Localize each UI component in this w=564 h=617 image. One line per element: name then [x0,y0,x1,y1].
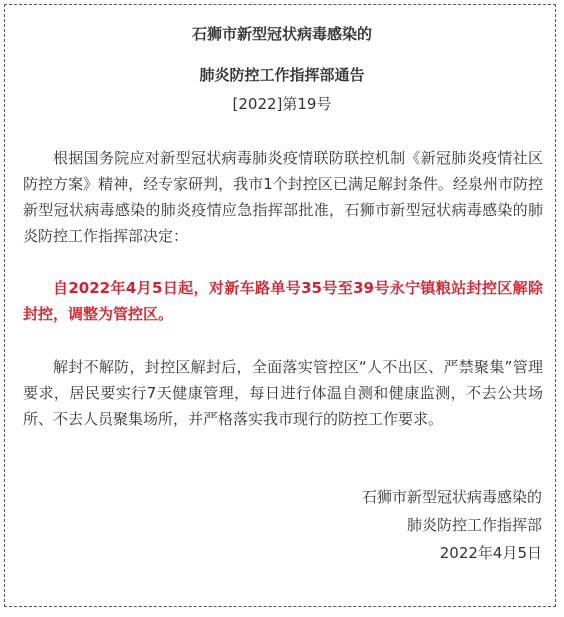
paragraph-basis: 根据国务院应对新型冠状病毒肺炎疫情联防联控机制《新冠肺炎疫情社区防控方案》精神，经专家研判，我市1个封控区已满足解封条件。经泉州市防控新型冠状病毒感染的肺炎疫情应急指挥部批准，石狮市新型冠状病毒感染的肺炎防控工作指挥部决定： [23,149,543,245]
document-number: [2022]第19号 [232,95,332,113]
signature-date: 2022年4月5日 [439,544,542,562]
notice-title-line2: 肺炎防控工作指挥部通告 [199,66,365,84]
paragraph-requirements: 解封不解防，封控区解封后，全面落实管控区“人不出区、严禁聚集”管理要求，居民要实行7天健康管理，每日进行体温自测和健康监测，不去公共场所、不去人员聚集场所，并严格落实我市现行的防控工作要求。 [23,358,543,428]
signature-line2: 肺炎防控工作指挥部 [406,516,542,534]
notice-title-line1: 石狮市新型冠状病毒感染的 [191,25,372,43]
signature-line1: 石狮市新型冠状病毒感染的 [361,488,542,506]
paragraph-decision-highlight: 自2022年4月5日起，对新车路单号35号至39号永宁镇粮站封控区解除封控，调整为管控区。 [23,279,543,323]
